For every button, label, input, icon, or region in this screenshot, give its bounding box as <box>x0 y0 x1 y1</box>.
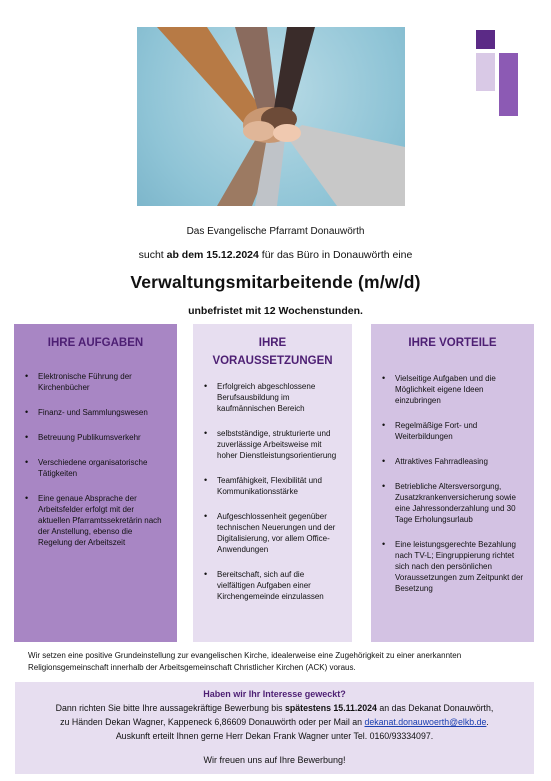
list-item: • Attraktives Fahrradleasing <box>381 456 524 467</box>
requirements-list <box>203 381 342 602</box>
list-item: • Aufgeschlossenheit gegenüber technischen Neuerungen und der Digitalisierung, vor allem Office-Anwendungen <box>203 511 342 555</box>
list-item: • Finanz- und Sammlungswesen <box>24 407 167 418</box>
benefits-list <box>381 373 524 594</box>
list-item: • Eine leistungsgerechte Bezahlung nach TV-L; Eingruppierung richtet sich nach den persönlichen Voraussetzungen zum Zeitpunkt der Besetzung <box>381 539 524 594</box>
search-line: sucht ab dem 15.12.2024 für das Büro in Donauwörth eine <box>138 249 413 261</box>
benefits-column <box>371 324 534 642</box>
list-item: • Bereitschaft, sich auf die vielfältigen Aufgaben einer Kirchengemeinde einzulassen <box>203 569 342 602</box>
requirements-heading: IHRE VORAUSSETZUNGEN <box>212 337 333 367</box>
contact-question: Haben wir Ihr Interesse geweckt? <box>203 689 346 699</box>
benefits-heading: IHRE VORTEILE <box>408 337 497 349</box>
contact-box <box>15 682 534 774</box>
tasks-list <box>24 371 167 548</box>
list-item: • Betreuung Publikumsverkehr <box>24 432 167 443</box>
contact-line-3: Auskunft erteilt Ihnen gerne Herr Dekan Frank Wagner unter Tel. 0160/93334097. <box>115 731 434 741</box>
closing-line: Wir freuen uns auf Ihre Bewerbung! <box>203 755 346 765</box>
requirements-column <box>193 324 352 642</box>
list-item: • Vielseitige Aufgaben und die Möglichkeit eigene Ideen einzubringen <box>381 373 524 406</box>
job-terms: unbefristet mit 12 Wochenstunden. <box>188 305 363 317</box>
stacked-hands-photo <box>137 27 405 206</box>
org-line: Das Evangelische Pfarramt Donauwörth <box>186 226 365 237</box>
tasks-heading: IHRE AUFGABEN <box>47 337 144 349</box>
email-link[interactable]: dekanat.donauwoerth@elkb.de <box>364 717 487 727</box>
job-title: Verwaltungsmitarbeitende (m/w/d) <box>130 272 421 292</box>
list-item: • Betriebliche Altersversorgung, Zusatzkrankenversicherung sowie eine Jahressonderzahlung und 30 Tage Erholungsurlaub <box>381 481 524 525</box>
contact-line-2: zu Händen Dekan Wagner, Kappeneck 6,86609 Donauwörth oder per Mail an dekanat.donauwoerth@elkb.de. <box>60 717 489 727</box>
list-item: • Erfolgreich abgeschlossene Berufsausbildung im kaufmännischen Bereich <box>203 381 342 414</box>
list-item: • Teamfähigkeit, Flexibilität und Kommunikationsstärke <box>203 475 342 497</box>
list-item: • Verschiedene organisatorische Tätigkeiten <box>24 457 167 479</box>
list-item: • Eine genaue Absprache der Arbeitsfelder erfolgt mit der aktuellen Pfarramtssekretärin nach der Anstellung, ebenso die Regelung der Arbeitszeit <box>24 493 167 548</box>
church-logo <box>474 30 520 116</box>
contact-line-1: Dann richten Sie bitte Ihre aussagekräftige Bewerbung bis spätestens 15.11.2024 an das Dekanat Donauwörth, <box>55 703 494 713</box>
list-item: • Elektronische Führung der Kirchenbücher <box>24 371 167 393</box>
list-item: • Regelmäßige Fort- und Weiterbildungen <box>381 420 524 442</box>
requirements-note: Wir setzen eine positive Grundeinstellung zur evangelischen Kirche, idealerweise eine Zugehörigkeit zu einer anerkannten Religionsgemeinschaft innerhalb der Arbeitsgemeinschaft Christlicher Kirchen (ACK) voraus. <box>28 651 462 672</box>
list-item: • selbstständige, strukturierte und zuverlässige Arbeitsweise mit hoher Dienstleistungsorientierung <box>203 428 342 461</box>
tasks-column <box>14 324 177 642</box>
